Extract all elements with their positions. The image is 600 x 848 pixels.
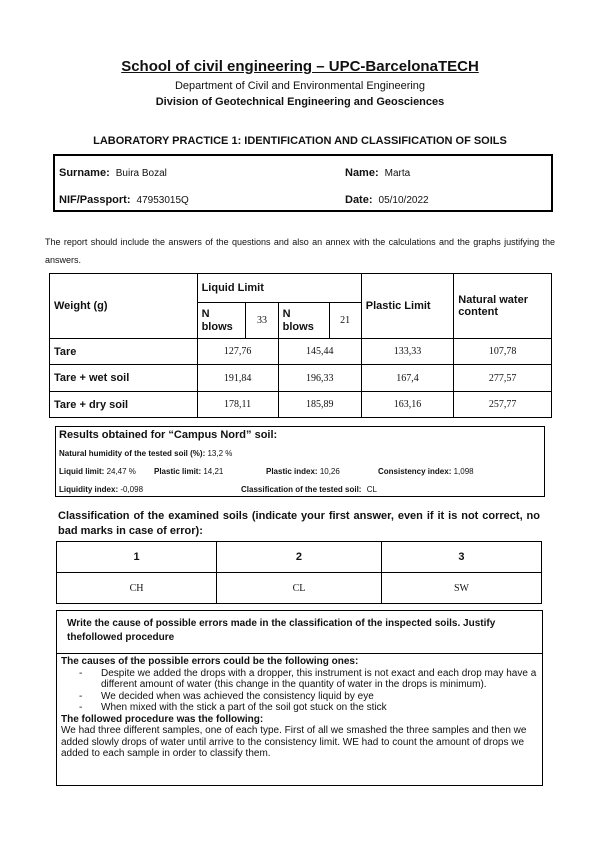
cell-ll2: 145,44 (278, 339, 361, 365)
consistency-index-field (378, 467, 474, 476)
liquidity-index-label: Liquidity index: (59, 485, 119, 494)
date-label: Date: (345, 194, 373, 206)
class-header-3: 3 (381, 542, 541, 573)
date-value: 05/10/2022 (378, 195, 429, 206)
liquidity-index-field (59, 485, 143, 494)
liquidity-index-value: -0,098 (120, 485, 144, 494)
page-title: School of civil engineering – UPC-BarcelonaTECH (121, 58, 479, 75)
plastic-limit-label: Plastic limit: (154, 467, 202, 476)
liquid-limit-field (59, 467, 136, 476)
cell-pl: 167,4 (361, 365, 454, 392)
errors-box (56, 610, 543, 786)
cell-pl: 163,16 (361, 392, 454, 418)
humidity-field (59, 449, 232, 458)
consistency-index-value: 1,098 (453, 467, 474, 476)
blows-value-2: 21 (329, 303, 361, 339)
identity-box (53, 154, 553, 212)
class-value-3: SW (381, 573, 541, 604)
cell-ll1: 191,84 (197, 365, 278, 392)
plastic-limit-value: 14,21 (203, 467, 224, 476)
cell-ll2: 196,33 (278, 365, 361, 392)
plastic-index-field (266, 467, 340, 476)
surname-value: Buira Bozal (115, 168, 167, 179)
liquid-limit-value: 24,47 % (106, 467, 136, 476)
results-title: Results obtained for “Campus Nord” soil: (59, 429, 278, 441)
nif-label: NIF/Passport: (59, 194, 131, 206)
surname-label: Surname: (59, 167, 110, 179)
list-item: - When mixed with the stick a part of the soil got stuck on the stick (101, 702, 541, 714)
procedure-text: We had three different samples, one of each type. First of all we smashed the three samples and then we added slowly drops of water until arrive to the consistency limit. WE had to count the amount of drops we added to each sample in order to classify them. (61, 725, 527, 759)
cell-nw: 257,77 (454, 392, 552, 418)
row-label: Tare + wet soil (50, 365, 198, 392)
cell-ll2: 185,89 (278, 392, 361, 418)
errors-answer (61, 656, 541, 760)
nif-value: 47953015Q (136, 195, 189, 206)
class-value-1: CH (57, 573, 217, 604)
plastic-limit-header: Plastic Limit (361, 274, 454, 339)
liquid-limit-header: Liquid Limit (197, 274, 361, 303)
plastic-index-label: Plastic index: (266, 467, 318, 476)
classification-label: Classification of the tested soil: (241, 485, 362, 494)
results-box (55, 426, 545, 497)
cell-nw: 107,78 (454, 339, 552, 365)
class-value-2: CL (217, 573, 382, 604)
intro-text: The report should include the answers of the questions and also an annex with the calculations and the graphs justifying the answers. (45, 237, 555, 265)
procedure-heading: The followed procedure was the following: (61, 713, 264, 725)
row-label: Tare (50, 339, 198, 365)
classification-table (56, 541, 542, 604)
table-row (50, 365, 552, 392)
department: Department of Civil and Environmental Engineering (174, 80, 426, 92)
practice-title: LABORATORY PRACTICE 1: IDENTIFICATION AND CLASSIFICATION OF SOILS (93, 135, 507, 147)
plastic-limit-field (154, 467, 223, 476)
classification-value: CL (366, 485, 377, 494)
list-item: - We decided when was achieved the consistency liquid by eye (101, 691, 541, 703)
weight-header: Weight (g) (50, 274, 198, 339)
name-value: Marta (384, 168, 411, 179)
humidity-value: 13,2 % (207, 449, 233, 458)
cell-ll1: 127,76 (197, 339, 278, 365)
date-field (345, 190, 429, 208)
class-header-2: 2 (217, 542, 382, 573)
n-blows-label-2: N blows (278, 303, 329, 339)
list-item: - Despite we added the drops with a dropper, this instrument is not exact and each drop may have a different amount of water (this change in the quantity of water in the drops is minimum). (101, 668, 541, 691)
blows-value-1: 33 (246, 303, 278, 339)
humidity-label: Natural humidity of the tested soil (%): (59, 449, 206, 458)
name-label: Name: (345, 167, 379, 179)
cell-nw: 277,57 (454, 365, 552, 392)
plastic-index-value: 10,26 (319, 467, 340, 476)
classification-field (241, 485, 377, 494)
class-header-1: 1 (57, 542, 217, 573)
natural-water-header: Natural water content (454, 274, 552, 339)
n-blows-label-1: N blows (197, 303, 246, 339)
cell-ll1: 178,11 (197, 392, 278, 418)
causes-list (61, 668, 541, 714)
consistency-index-label: Consistency index: (378, 467, 452, 476)
liquid-limit-label: Liquid limit: (59, 467, 105, 476)
nif-field (59, 190, 189, 208)
causes-heading: The causes of the possible errors could be the following ones: (61, 656, 359, 667)
errors-question: Write the cause of possible errors made in the classification of the inspected soils. Justify thefollowed procedure (57, 611, 542, 654)
name-field (345, 163, 410, 181)
table-row (50, 392, 552, 418)
cell-pl: 133,33 (361, 339, 454, 365)
surname-field (59, 163, 167, 181)
weights-table (49, 273, 552, 418)
table-row (50, 339, 552, 365)
row-label: Tare + dry soil (50, 392, 198, 418)
classification-question: Classification of the examined soils (indicate your first answer, even if it is not correct, no bad marks in case of error): (58, 510, 540, 537)
division: Division of Geotechnical Engineering and Geosciences (155, 96, 445, 108)
